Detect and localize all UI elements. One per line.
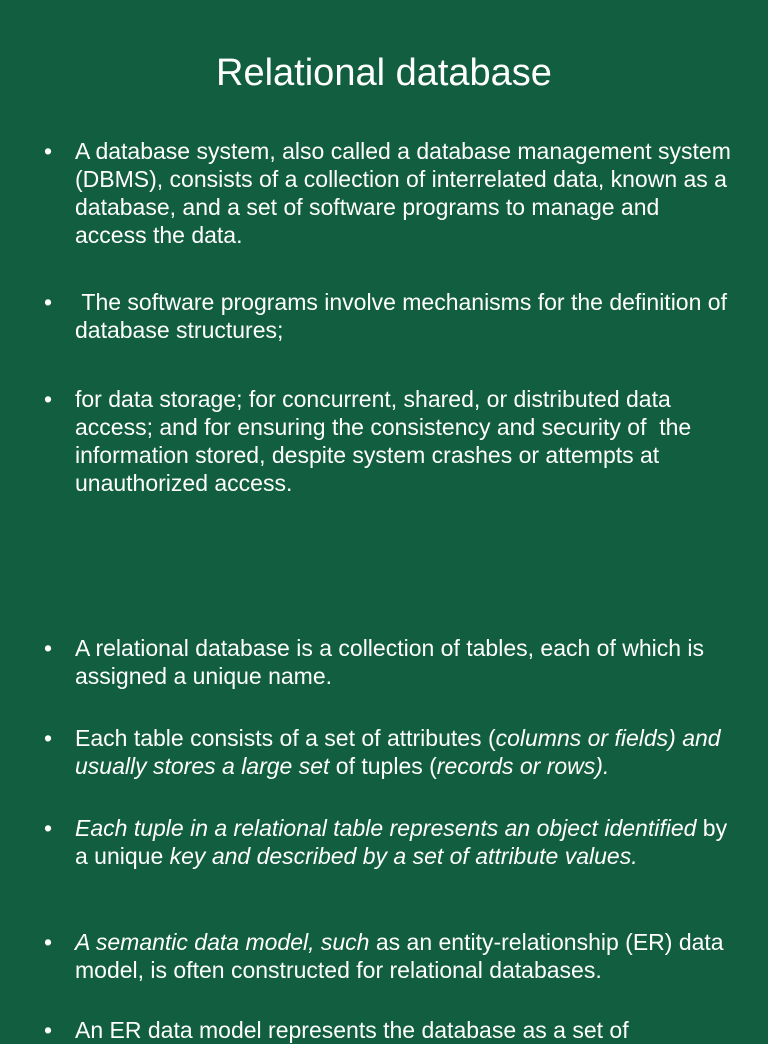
bullet-marker: •: [44, 138, 53, 164]
bullet-item: [44, 928, 734, 984]
bullet-text-run-italic: A semantic data model, such: [75, 929, 370, 955]
bullet-marker: •: [44, 815, 53, 841]
bullet-text-run-italic: key and described by a set of attribute values.: [169, 843, 638, 869]
bullet-text: [75, 137, 734, 249]
bullet-text-run: The software programs involve mechanisms for the definition of database structures;: [75, 289, 734, 343]
bullet-text-run-italic: Each tuple in a relational table represents an object identified: [75, 815, 697, 841]
bullet-item: [44, 288, 734, 344]
bullet-text: [75, 634, 734, 690]
bullet-text-run-italic: columns or fields) and usually stores a large set: [75, 725, 721, 779]
bullet-text-run: as an entity-relationship (ER) data model, is often constructed for relational databases.: [75, 929, 724, 983]
bullet-text: [75, 814, 734, 870]
bullet-text-run-italic: records or rows).: [436, 753, 610, 779]
bullet-marker: •: [44, 725, 53, 751]
bullet-text-run: of tuples (: [329, 753, 437, 779]
bullet-text: [75, 1016, 734, 1044]
bullet-text: [75, 288, 734, 344]
bullet-item: [44, 385, 734, 497]
bullet-text-run: An ER data model represents the database as a set of: [75, 1017, 629, 1043]
bullet-item: [44, 724, 734, 780]
bullet-item: [44, 814, 734, 870]
bullet-item: [44, 137, 734, 249]
bullet-item-partial: [44, 1016, 734, 1044]
bullet-text-run: Each table consists of a set of attributes (: [75, 725, 496, 751]
bullet-marker: •: [44, 386, 53, 412]
bullet-marker: •: [44, 1017, 53, 1043]
bullet-text: [75, 928, 734, 984]
bullet-marker: •: [44, 635, 53, 661]
bullet-text: [75, 724, 734, 780]
bullet-marker: •: [44, 289, 53, 315]
slide-title: Relational database: [216, 52, 552, 94]
bullet-text: [75, 385, 734, 497]
bullet-text-run: A relational database is a collection of tables, each of which is assigned a unique name.: [75, 635, 705, 689]
bullet-item: [44, 634, 734, 690]
bullet-text-run: for data storage; for concurrent, shared, or distributed data access; and for ensuring the consistency and security of the information stored, despite system crashes or attempts at unauthorized access.: [75, 386, 698, 496]
bullet-text-run: A database system, also called a database management system (DBMS), consists of a collection of interrelated data, known as a database, and a set of software programs to manage and access the data.: [75, 138, 731, 248]
bullet-marker: •: [44, 929, 53, 955]
bullet-text-run: by a unique: [75, 815, 728, 869]
